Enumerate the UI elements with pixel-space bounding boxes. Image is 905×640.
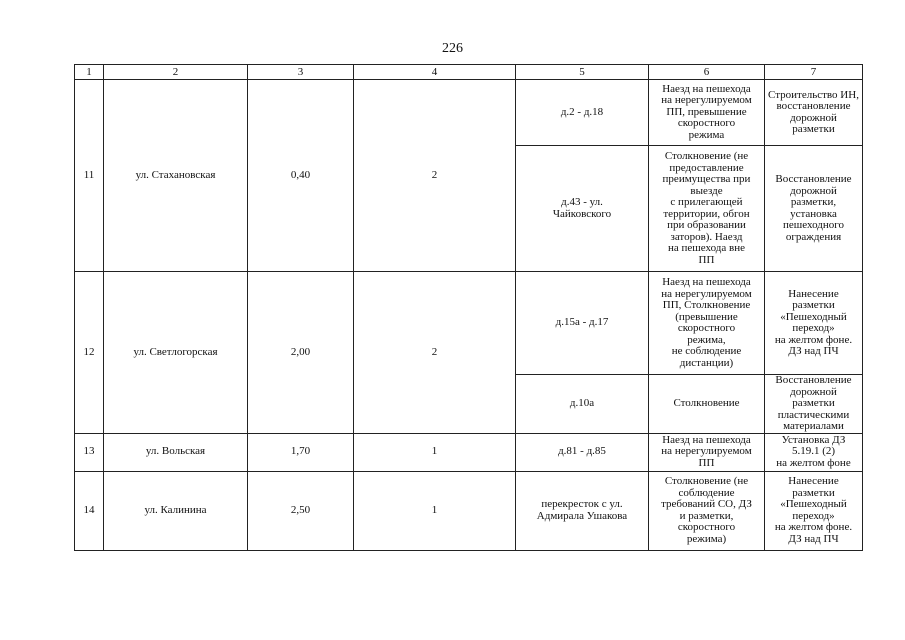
location-cell: д.81 - д.85 <box>516 433 649 471</box>
incident-count: 1 <box>354 471 516 550</box>
accident-sites-table <box>74 64 863 551</box>
measures-cell: Восстановление дорожной разметки, установка пешеходного ограждения <box>765 146 863 272</box>
row-number: 11 <box>75 80 104 272</box>
measures-cell: Восстановление дорожной разметки пластическими материалами <box>765 375 863 434</box>
incident-cell: Наезд на пешехода на нерегулируемом ПП, превышение скоростного режима <box>649 80 765 146</box>
length-km: 1,70 <box>248 433 354 471</box>
measures-cell: Строительство ИН, восстановление дорожной разметки <box>765 80 863 146</box>
incident-count: 1 <box>354 433 516 471</box>
location-cell: д.43 - ул. Чайковского <box>516 146 649 272</box>
header-row <box>75 65 863 80</box>
street-name: ул. Вольская <box>104 433 248 471</box>
measures-cell: Нанесение разметки «Пешеходный переход» на желтом фоне. ДЗ над ПЧ <box>765 272 863 375</box>
column-header: 7 <box>765 65 863 80</box>
column-header: 1 <box>75 65 104 80</box>
column-header: 3 <box>248 65 354 80</box>
column-header: 2 <box>104 65 248 80</box>
page-number: 226 <box>442 41 463 56</box>
column-header: 6 <box>649 65 765 80</box>
table-row <box>75 272 863 375</box>
row-number: 13 <box>75 433 104 471</box>
table-row <box>75 80 863 146</box>
incident-count: 2 <box>354 272 516 434</box>
incident-cell: Наезд на пешехода на нерегулируемом ПП <box>649 433 765 471</box>
table-row <box>75 471 863 550</box>
measures-cell: Установка ДЗ 5.19.1 (2) на желтом фоне <box>765 433 863 471</box>
street-name: ул. Светлогорская <box>104 272 248 434</box>
length-km: 0,40 <box>248 80 354 272</box>
street-name: ул. Калинина <box>104 471 248 550</box>
incident-cell: Столкновение (не предоставление преимущества при выезде с прилегающей территории, обгон при образовании заторов). Наезд на пешехода вне ПП <box>649 146 765 272</box>
location-cell: перекресток с ул. Адмирала Ушакова <box>516 471 649 550</box>
length-km: 2,00 <box>248 272 354 434</box>
row-number: 12 <box>75 272 104 434</box>
column-header: 5 <box>516 65 649 80</box>
street-name: ул. Стахановская <box>104 80 248 272</box>
column-header: 4 <box>354 65 516 80</box>
location-cell: д.2 - д.18 <box>516 80 649 146</box>
length-km: 2,50 <box>248 471 354 550</box>
incident-count: 2 <box>354 80 516 272</box>
measures-cell: Нанесение разметки «Пешеходный переход» на желтом фоне. ДЗ над ПЧ <box>765 471 863 550</box>
incident-cell: Столкновение <box>649 375 765 434</box>
table-row <box>75 433 863 471</box>
location-cell: д.15а - д.17 <box>516 272 649 375</box>
incident-cell: Наезд на пешехода на нерегулируемом ПП, Столкновение (превышение скоростного режима, не соблюдение дистанции) <box>649 272 765 375</box>
row-number: 14 <box>75 471 104 550</box>
incident-cell: Столкновение (не соблюдение требований СО, ДЗ и разметки, скоростного режима) <box>649 471 765 550</box>
location-cell: д.10а <box>516 375 649 434</box>
